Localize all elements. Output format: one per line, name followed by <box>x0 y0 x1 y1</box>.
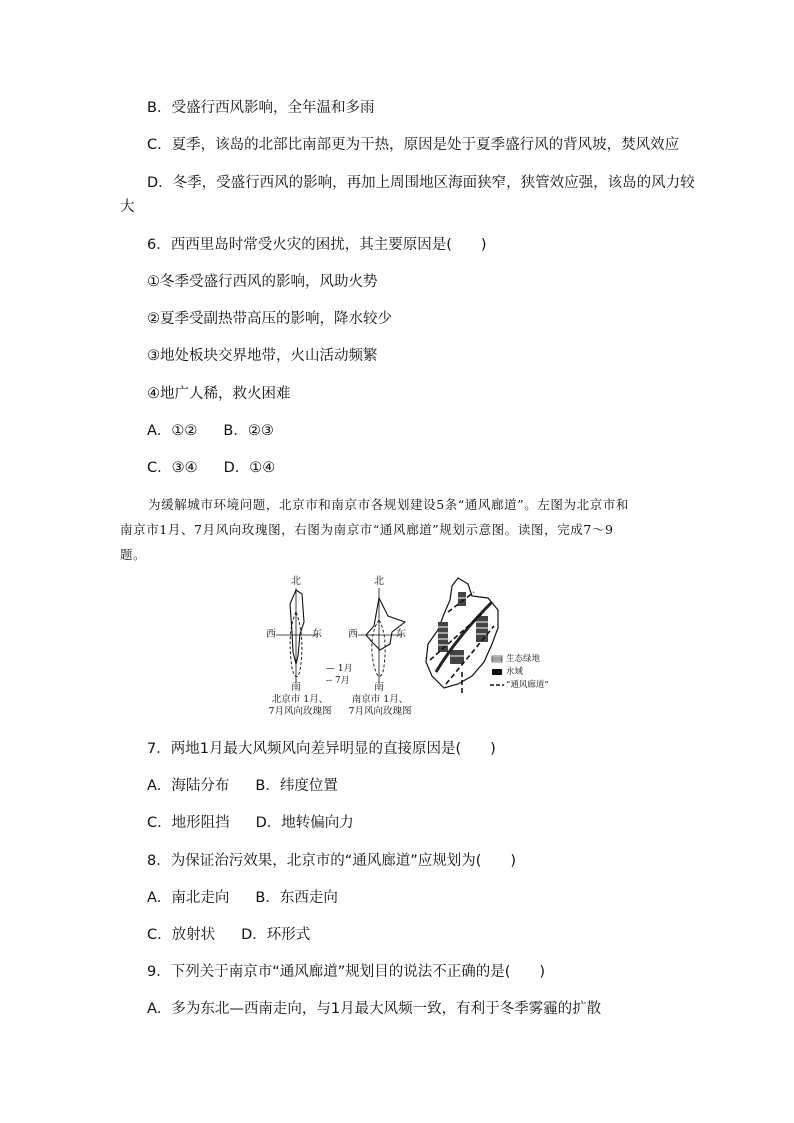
q6-options-cd <box>147 458 275 478</box>
q8-option-b: B．东西走向 <box>255 890 338 906</box>
wind-rose-figure <box>262 572 562 722</box>
q7-options-cd <box>147 813 354 833</box>
q8-option-d: D．环形式 <box>241 927 311 943</box>
nanjing-caption-line-2: 7月风向玫瑰图 <box>348 706 412 717</box>
legend-green-label: 生态绿地 <box>506 654 541 664</box>
q5-option-d: D．冬季，受盛行西风的影响，再加上周围地区海面狭窄，狭管效应强，该岛的风力较 <box>147 175 695 191</box>
green-patch <box>476 616 488 642</box>
nanjing-east-label: 东 <box>396 629 406 640</box>
nanjing-january-rose <box>366 598 405 650</box>
q6-item-4: ④地广人稀，救火困难 <box>147 386 291 402</box>
intro-line-1: 为缓解城市环境问题，北京市和南京市各规划建设5条“通风廊道”。左图为北京市和 <box>148 497 630 512</box>
nanjing-corridor-map <box>426 578 498 696</box>
q6-item-2: ②夏季受副热带高压的影响，降水较少 <box>147 311 392 327</box>
beijing-west-label: 西 <box>266 629 276 640</box>
q6-item-1: ①冬季受盛行西风的影响，风助火势 <box>147 274 378 290</box>
q6-option-c: C．③④ <box>147 460 198 476</box>
beijing-north-label: 北 <box>291 576 301 587</box>
q7-stem: 7．两地1月最大风频风向差异明显的直接原因是( ) <box>147 741 496 757</box>
q7-options-ab <box>147 776 338 796</box>
nanjing-south-label: 南 <box>374 682 384 693</box>
beijing-south-label: 南 <box>291 682 301 693</box>
nanjing-caption-line-1: 南京市 1月、 <box>351 694 409 705</box>
legend-green-swatch <box>492 656 502 662</box>
legend-corridor-label: “通风廊道” <box>506 680 549 690</box>
q8-option-c: C．放射状 <box>147 927 216 943</box>
nanjing-caption <box>342 694 418 718</box>
q5-option-c: C．夏季，该岛的北部比南部更为干热，原因是处于夏季盛行风的背风坡，焚风效应 <box>147 137 680 153</box>
nanjing-north-label: 北 <box>374 576 384 587</box>
legend-water-swatch <box>492 669 502 675</box>
q6-option-d: D．①④ <box>223 460 276 476</box>
q6-stem: 6．西西里岛时常受火灾的困扰，其主要原因是( ) <box>147 237 487 253</box>
q8-stem: 8．为保证治污效果，北京市的“通风廊道”应规划为( ) <box>147 853 517 869</box>
legend-january: — 1月 <box>326 664 353 674</box>
beijing-caption-line-1: 北京市 1月、 <box>271 694 329 705</box>
map-legend-swatches <box>490 656 504 685</box>
intro-line-2: 南京市1月、7月风向玫瑰图，右图为南京市“通风廊道”规划示意图。读图，完成7～9 <box>120 522 614 537</box>
green-patch <box>458 592 466 606</box>
q7-option-d: D．地转偏向力 <box>255 815 354 831</box>
q6-option-a: A．①② <box>147 423 198 439</box>
beijing-caption-line-2: 7月风向玫瑰图 <box>268 706 332 717</box>
beijing-caption <box>264 694 336 718</box>
q5-option-b: B．受盛行西风影响，全年温和多雨 <box>147 100 375 116</box>
q5-option-d-continued: 大 <box>120 199 135 215</box>
q9-option-a: A．多为东北—西南走向，与1月最大风频一致，有利于冬季雾霾的扩散 <box>147 1001 602 1017</box>
green-patch <box>450 650 464 664</box>
q6-options-ab <box>147 421 274 441</box>
q6-item-3: ③地处板块交界地带，火山活动频繁 <box>147 348 378 364</box>
q6-option-b: B．②③ <box>223 423 274 439</box>
q8-options-cd <box>147 925 310 945</box>
q9-stem: 9．下列关于南京市“通风廊道”规划目的说法不正确的是( ) <box>147 964 546 980</box>
intro-line-3: 题。 <box>120 547 147 562</box>
legend-water-label: 水域 <box>506 667 524 677</box>
q7-option-b: B．纬度位置 <box>255 778 338 794</box>
legend-july: -- 7月 <box>326 676 350 686</box>
q7-option-c: C．地形阻挡 <box>147 815 230 831</box>
intro-passage <box>120 492 680 567</box>
q8-option-a: A．南北走向 <box>147 890 230 906</box>
q8-options-ab <box>147 888 338 908</box>
nanjing-west-label: 西 <box>348 629 358 640</box>
beijing-east-label: 东 <box>312 629 322 640</box>
q7-option-a: A．海陆分布 <box>147 778 230 794</box>
